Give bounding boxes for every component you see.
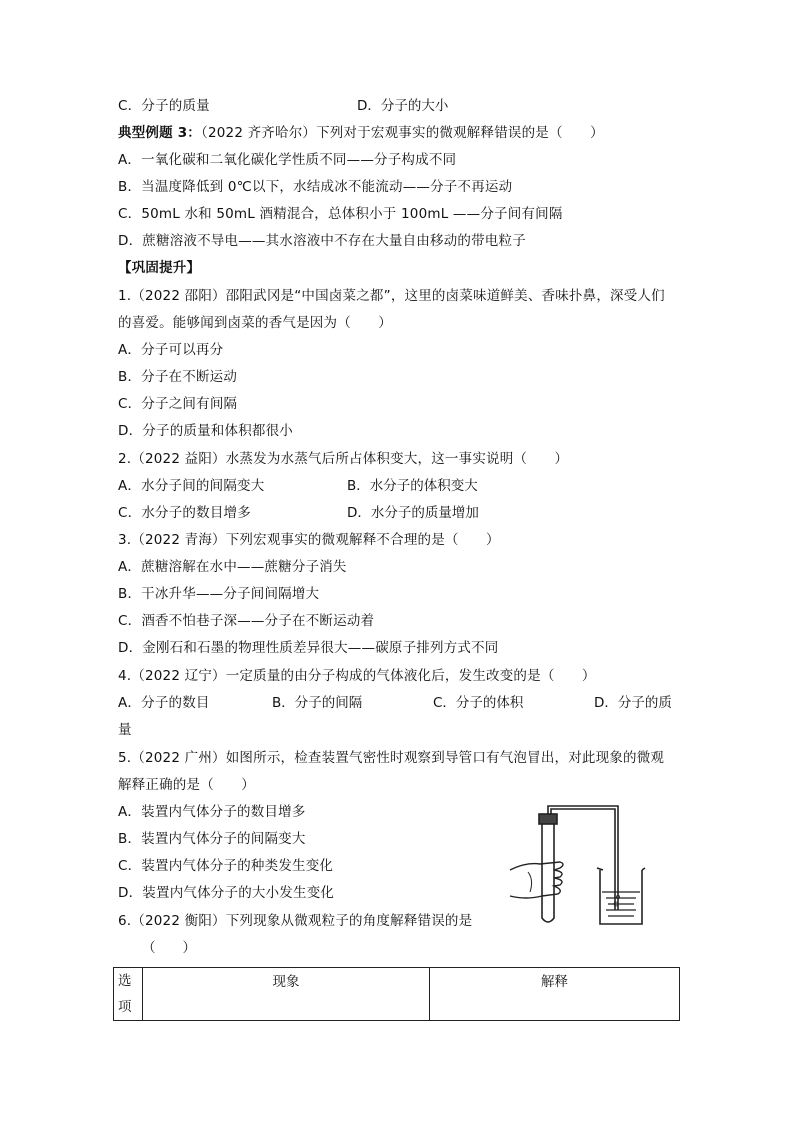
- prev-option-d: D．分子的大小: [357, 98, 449, 114]
- stopper: [539, 814, 557, 824]
- q5-option-a: A．装置内气体分子的数目增多: [118, 804, 306, 820]
- q2-option-a: A．水分子间的间隔变大: [118, 478, 265, 494]
- test-tube: [542, 822, 554, 922]
- q4-option-d: D．分子的质: [594, 695, 672, 711]
- q5-option-d: D．装置内气体分子的大小发生变化: [118, 885, 335, 901]
- q3-option-b: B．干冰升华——分子间间隔增大: [118, 586, 320, 602]
- airtightness-apparatus-figure: [508, 800, 658, 930]
- table-header-row: [114, 968, 680, 1021]
- example3-option-b: B．当温度降低到 0℃以下，水结成冰不能流动——分子不再运动: [118, 179, 513, 195]
- q6-stem: 6.（2022 衡阳）下列现象从微观粒子的角度解释错误的是: [118, 913, 473, 929]
- hand: [510, 862, 563, 898]
- example3-question: （2022 齐齐哈尔）下列对于宏观事实的微观解释错误的是（ ）: [201, 125, 604, 141]
- q5-stem-line2: 解释正确的是（ ）: [118, 777, 255, 793]
- q5-stem-line1: 5.（2022 广州）如图所示，检查装置气密性时观察到导管口有气泡冒出，对此现象的微观: [118, 750, 665, 766]
- example3-option-d: D．蔗糖溶液不导电——其水溶液中不存在大量自由移动的带电粒子: [118, 233, 526, 249]
- example3-stem: [118, 123, 604, 143]
- q1-stem-line2: 的喜爱。能够闻到卤菜的香气是因为（ ）: [118, 315, 392, 331]
- q4-option-a: A．分子的数目: [118, 695, 210, 711]
- example3-label: 典型例题 3：: [118, 125, 201, 141]
- q4-option-d-continued: 量: [118, 722, 132, 738]
- q5-option-c: C．装置内气体分子的种类发生变化: [118, 858, 334, 874]
- q1-option-c: C．分子之间有间隔: [118, 396, 238, 412]
- q2-option-d: D．水分子的质量增加: [347, 505, 479, 521]
- q3-option-a: A．蔗糖溶解在水中——蔗糖分子消失: [118, 559, 347, 575]
- q3-option-c: C．酒香不怕巷子深——分子在不断运动着: [118, 613, 375, 629]
- q4-option-b: B．分子的间隔: [272, 695, 363, 711]
- q2-option-c: C．水分子的数目增多: [118, 505, 251, 521]
- header-phenomenon: 现象: [143, 968, 430, 1021]
- section-title: 【巩固提升】: [118, 260, 201, 276]
- header-explanation: 解释: [430, 968, 680, 1021]
- q1-option-a: A．分子可以再分: [118, 342, 224, 358]
- q1-option-b: B．分子在不断运动: [118, 369, 238, 385]
- q4-option-c: C．分子的体积: [433, 695, 524, 711]
- q1-option-d: D．分子的质量和体积都很小: [118, 423, 293, 439]
- example3-option-a: A．一氧化碳和二氧化碳化学性质不同——分子构成不同: [118, 152, 457, 168]
- q2-option-b: B．水分子的体积变大: [347, 478, 478, 494]
- q6-paren: （ ）: [142, 940, 196, 956]
- q3-stem: 3.（2022 青海）下列宏观事实的微观解释不合理的是（ ）: [118, 532, 500, 548]
- header-option: 选 项: [114, 968, 143, 1021]
- prev-option-c: C．分子的质量: [118, 98, 210, 114]
- q2-stem: 2.（2022 益阳）水蒸发为水蒸气后所占体积变大，这一事实说明（ ）: [118, 451, 569, 467]
- example3-option-c: C．50mL 水和 50mL 酒精混合，总体积小于 100mL ——分子间有间隔: [118, 206, 563, 222]
- q5-option-b: B．装置内气体分子的间隔变大: [118, 831, 306, 847]
- q4-stem: 4.（2022 辽宁）一定质量的由分子构成的气体液化后，发生改变的是（ ）: [118, 668, 596, 684]
- q6-options-table: [113, 967, 680, 1021]
- q3-option-d: D．金刚石和石墨的物理性质差异很大——碳原子排列方式不同: [118, 640, 499, 656]
- q1-stem-line1: 1.（2022 邵阳）邵阳武冈是“中国卤菜之都”，这里的卤菜味道鲜美、香味扑鼻，深受人们: [118, 288, 665, 304]
